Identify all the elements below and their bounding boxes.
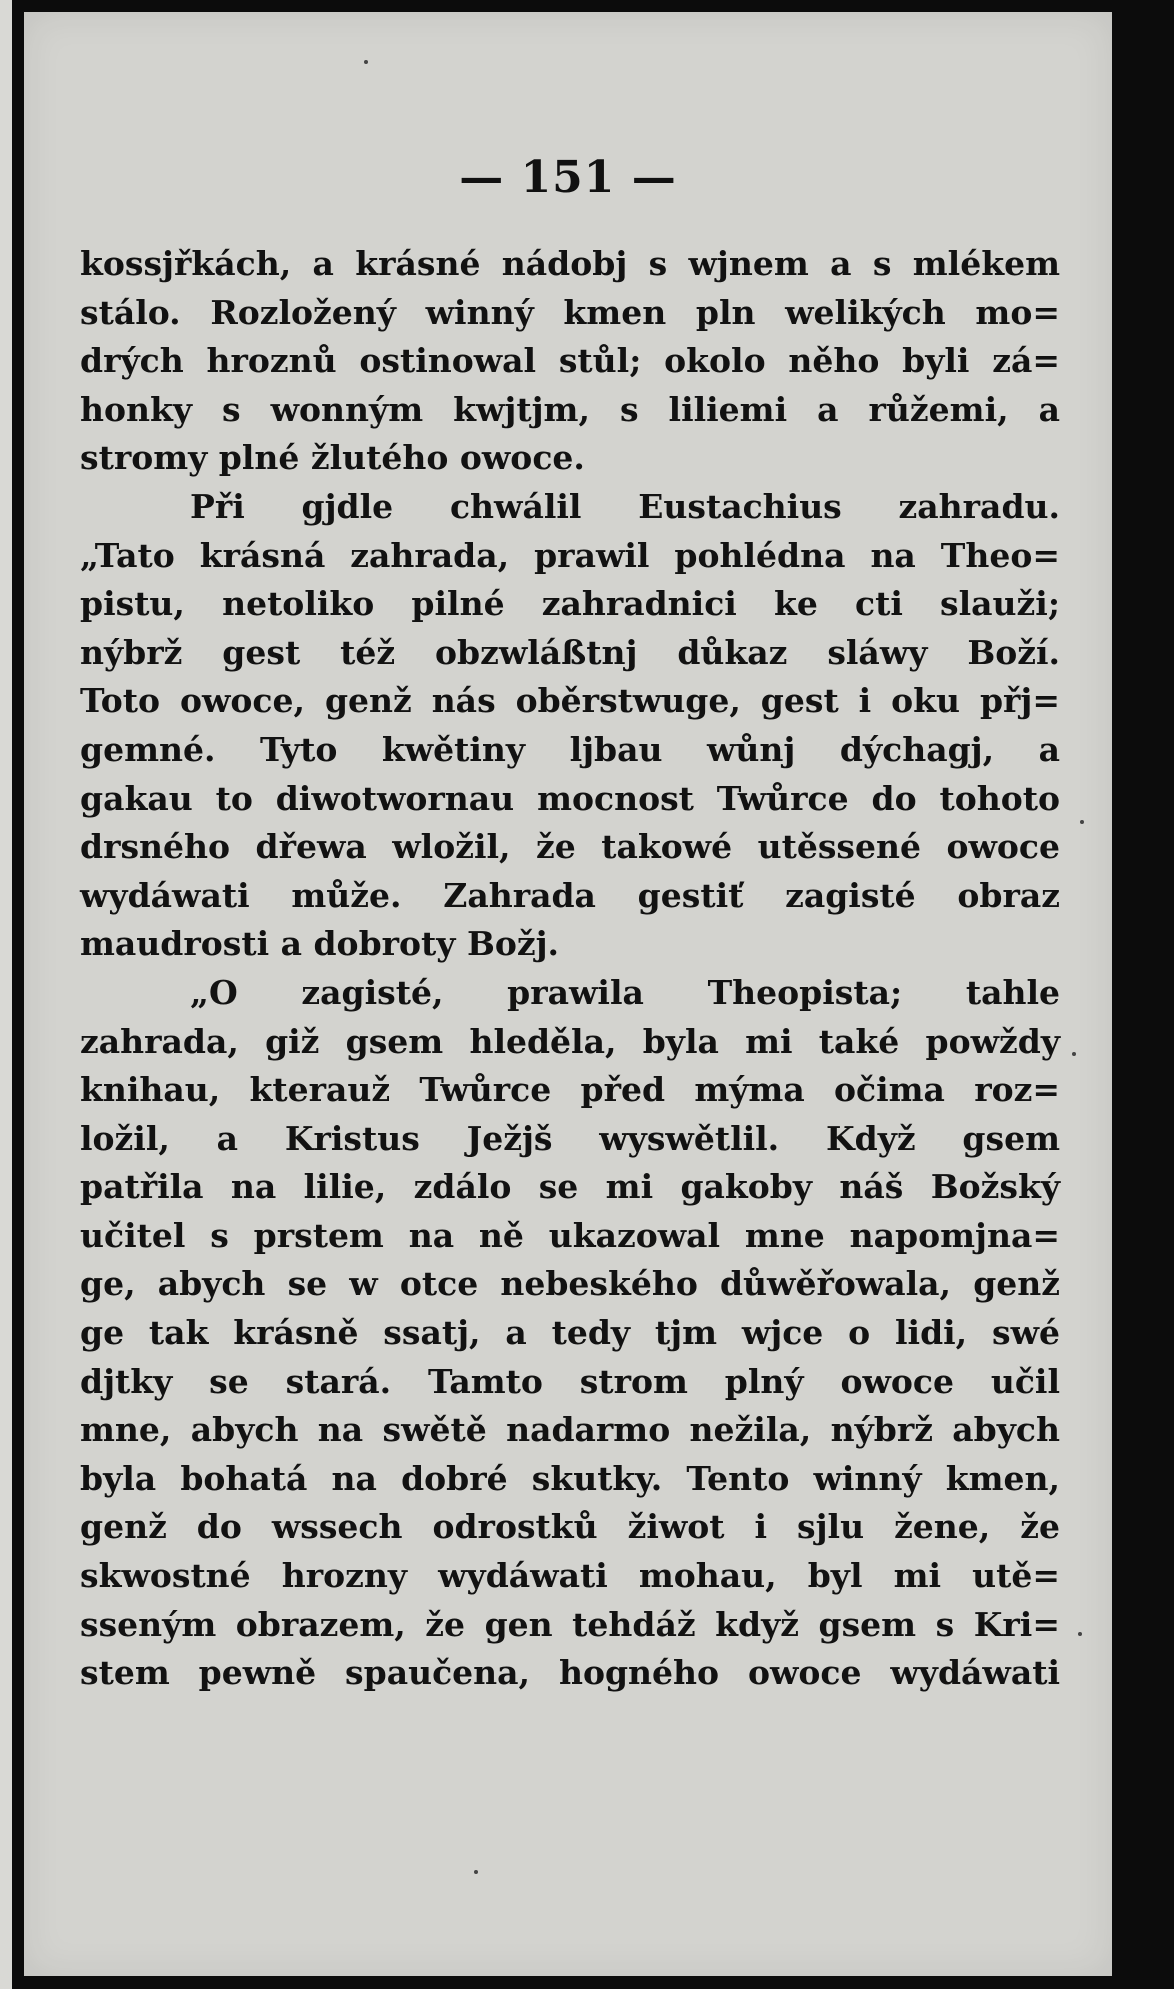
text-line: stromy plné žlutého owoce.	[80, 438, 585, 478]
text-line: gemné. Tyto kwětiny ljbau wůnj dýchagj, a	[80, 729, 1060, 769]
text-line: Toto owoce, genž nás oběrstwuge, gest i oku přj=	[80, 681, 1060, 721]
text-line: drých hroznů ostinowal stůl; okolo něho byli zá=	[80, 341, 1060, 381]
page-body-text	[80, 240, 1060, 1698]
text-line: kossjřkách, a krásné nádobj s wjnem a s mlékem	[80, 244, 1060, 283]
text-line: djtky se stará. Tamto strom plný owoce učil	[80, 1361, 1060, 1401]
text-line: skwostné hrozny wydáwati mohau, byl mi utě=	[80, 1556, 1060, 1596]
text-line: byla bohatá na dobré skutky. Tento winný kmen,	[80, 1458, 1060, 1498]
text-line: knihau, kterauž Twůrce před mýma očima roz=	[80, 1070, 1060, 1110]
paper-speck	[1078, 1632, 1082, 1636]
text-line: ge tak krásně ssatj, a tedy tjm wjce o lidi, swé	[80, 1313, 1060, 1353]
text-line: zahrada, giž gsem hleděla, byla mi také powždy	[80, 1021, 1060, 1061]
text-line: honky s wonným kwjtjm, s liliemi a růžemi, a	[80, 389, 1060, 429]
text-line: gakau to diwotwornau mocnost Twůrce do tohoto	[80, 778, 1060, 818]
text-line: stem pewně spaučena, hogného owoce wydáwati	[80, 1653, 1060, 1693]
text-line: „Tato krásná zahrada, prawil pohlédna na Theo=	[80, 535, 1060, 575]
text-line: nýbrž gest též obzwláßtnj důkaz sláwy Boží.	[80, 632, 1060, 672]
text-line: ložil, a Kristus Ježjš wyswětlil. Když gsem	[80, 1118, 1060, 1158]
text-line: drsného dřewa wložil, že takowé utěssené owoce	[80, 827, 1060, 867]
page-number: — 151 —	[459, 152, 677, 203]
text-line: pistu, netoliko pilné zahradnici ke cti slauži;	[80, 584, 1060, 624]
paragraph-first-line: „O zagisté, prawila Theopista; tahle	[190, 972, 1060, 1012]
text-line: ge, abych se w otce nebeského důwěřowala, genž	[80, 1264, 1060, 1304]
text-line: patřila na lilie, zdálo se mi gakoby náš Božský	[80, 1167, 1060, 1207]
text-line: stálo. Rozložený winný kmen pln welikých mo=	[80, 292, 1060, 332]
paper-speck	[364, 60, 368, 64]
book-page	[24, 12, 1112, 1976]
text-line: genž do wssech odrostků žiwot i sjlu žene, že	[80, 1507, 1060, 1547]
paper-speck	[474, 1870, 478, 1874]
text-line: sseným obrazem, že gen tehdáž když gsem s Kri=	[80, 1604, 1060, 1644]
paper-speck	[1072, 1052, 1076, 1056]
text-line: mne, abych na swětě nadarmo nežila, nýbrž abych	[80, 1410, 1060, 1450]
adjacent-page-edge	[0, 0, 12, 1989]
text-line: učitel s prstem na ně ukazowal mne napomjna=	[80, 1215, 1060, 1255]
text-line: maudrosti a dobroty Božj.	[80, 924, 560, 964]
text-line: wydáwati může. Zahrada gestiť zagisté obraz	[80, 875, 1060, 915]
paper-speck	[1080, 820, 1084, 824]
paragraph-first-line: Při gjdle chwálil Eustachius zahradu.	[190, 486, 1060, 526]
